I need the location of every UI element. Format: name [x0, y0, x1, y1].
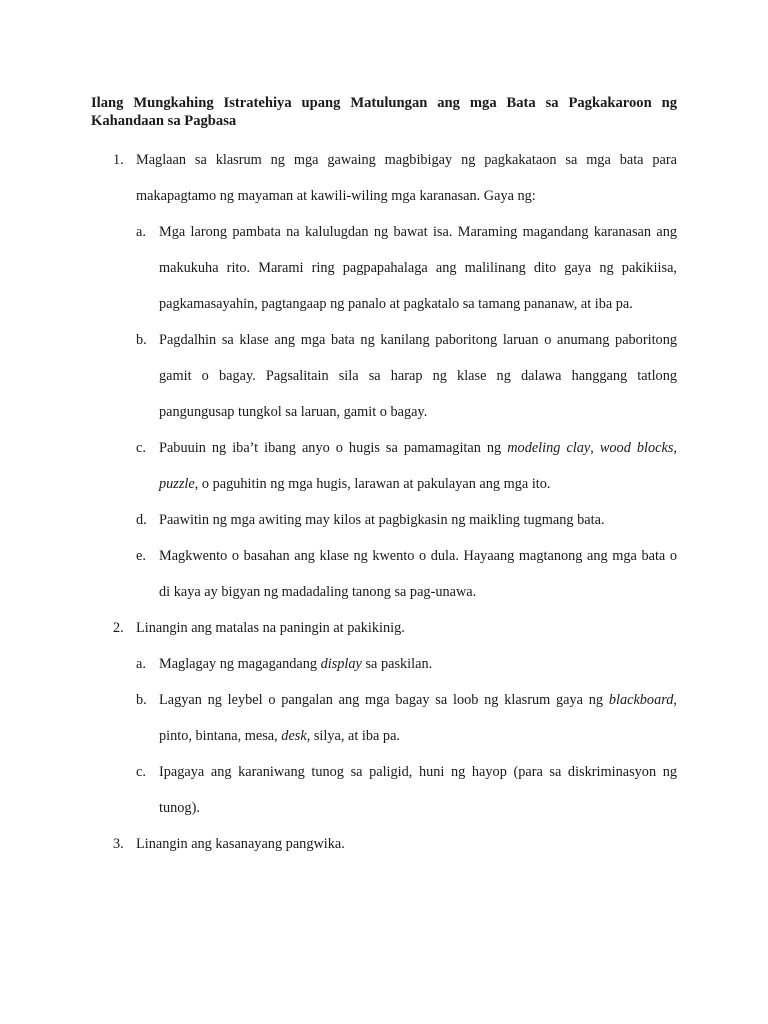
- sub-letter: c.: [136, 764, 146, 780]
- text-segment: Maglagay ng magagandang: [159, 656, 321, 672]
- list-item-1: [91, 142, 677, 214]
- sub-item-1d: [91, 502, 677, 538]
- sub-letter: a.: [136, 224, 146, 240]
- list-item-text: Maglaan sa klasrum ng mga gawaing magbibigay ng pagkakataon sa mga bata para makapagtamo ng mayaman at kawili-wiling mga karanasan. Gaya ng:: [136, 152, 677, 204]
- sub-item-1e: [91, 538, 677, 610]
- list-item-2: [91, 610, 677, 646]
- sub-item-text: Mga larong pambata na kalulugdan ng bawat isa. Maraming magandang karanasan ang makukuha rito. Marami ring pagpapahalaga ang malilinang dito gaya ng pakikiisa, pagkamasayahin, pagtangaap ng panalo at pagkatalo sa tamang pananaw, at iba pa.: [159, 224, 677, 312]
- italic-term: blackboard: [608, 692, 674, 708]
- sub-item-1b: [91, 322, 677, 430]
- text-segment: , pinto, bintana, mesa,: [159, 692, 677, 744]
- sub-letter: d.: [136, 512, 147, 528]
- list-item-3: [91, 826, 677, 862]
- sub-item-1c: [91, 430, 677, 502]
- list-number: 2.: [113, 620, 124, 636]
- sub-item-text: [91, 430, 677, 502]
- text-segment: , o paguhitin ng mga hugis, larawan at pakulayan ang mga ito.: [194, 476, 551, 492]
- italic-term: display: [320, 656, 362, 672]
- sub-letter: a.: [136, 656, 146, 672]
- sub-item-text: Paawitin ng mga awiting may kilos at pagbigkasin ng maikling tugmang bata.: [159, 512, 605, 528]
- sub-item-text: Magkwento o basahan ang klase ng kwento o dula. Hayaang magtanong ang mga bata o di kaya ay bigyan ng madadaling tanong sa pag-unawa.: [159, 548, 677, 600]
- text-segment: sa paskilan.: [361, 656, 433, 672]
- text-segment: ,: [673, 440, 677, 456]
- document-page: [91, 94, 677, 862]
- sub-item-text: [91, 646, 677, 682]
- list-item-text: Linangin ang kasanayang pangwika.: [136, 836, 345, 852]
- sub-letter: b.: [136, 332, 147, 348]
- list-item-text: Linangin ang matalas na paningin at pakikinig.: [136, 620, 405, 636]
- text-segment: ,: [590, 440, 600, 456]
- text-segment: Pabuuin ng iba’t ibang anyo o hugis sa pamamagitan ng: [159, 440, 508, 456]
- sub-letter: b.: [136, 692, 147, 708]
- sub-item-text: Ipagaya ang karaniwang tunog sa paligid, huni ng hayop (para sa diskriminasyon ng tunog).: [159, 764, 677, 816]
- italic-term: puzzle: [159, 476, 195, 492]
- sub-item-1a: [91, 214, 677, 322]
- sub-item-text: Pagdalhin sa klase ang mga bata ng kanilang paboritong laruan o anumang paboritong gamit o bagay. Pagsalitain sila sa harap ng klase ng dalawa hanggang tatlong pangungusap tungkol sa laruan, gamit o bagay.: [159, 332, 677, 420]
- text-segment: , silya, at iba pa.: [306, 728, 401, 744]
- list-number: 1.: [113, 152, 124, 168]
- sub-item-2b: [91, 682, 677, 754]
- italic-term: wood blocks: [599, 440, 674, 456]
- sub-letter: e.: [136, 548, 146, 564]
- document-title: Ilang Mungkahing Istratehiya upang Matulungan ang mga Bata sa Pagkakaroon ng Kahandaan sa Pagbasa: [91, 95, 677, 129]
- italic-term: desk: [281, 728, 307, 744]
- sub-item-2a: [91, 646, 677, 682]
- sub-letter: c.: [136, 440, 146, 456]
- list-number: 3.: [113, 836, 124, 852]
- sub-item-2c: [91, 754, 677, 826]
- italic-term: modeling clay: [507, 440, 591, 456]
- text-segment: Lagyan ng leybel o pangalan ang mga bagay sa loob ng klasrum gaya ng: [159, 692, 609, 708]
- sub-item-text: [91, 682, 677, 754]
